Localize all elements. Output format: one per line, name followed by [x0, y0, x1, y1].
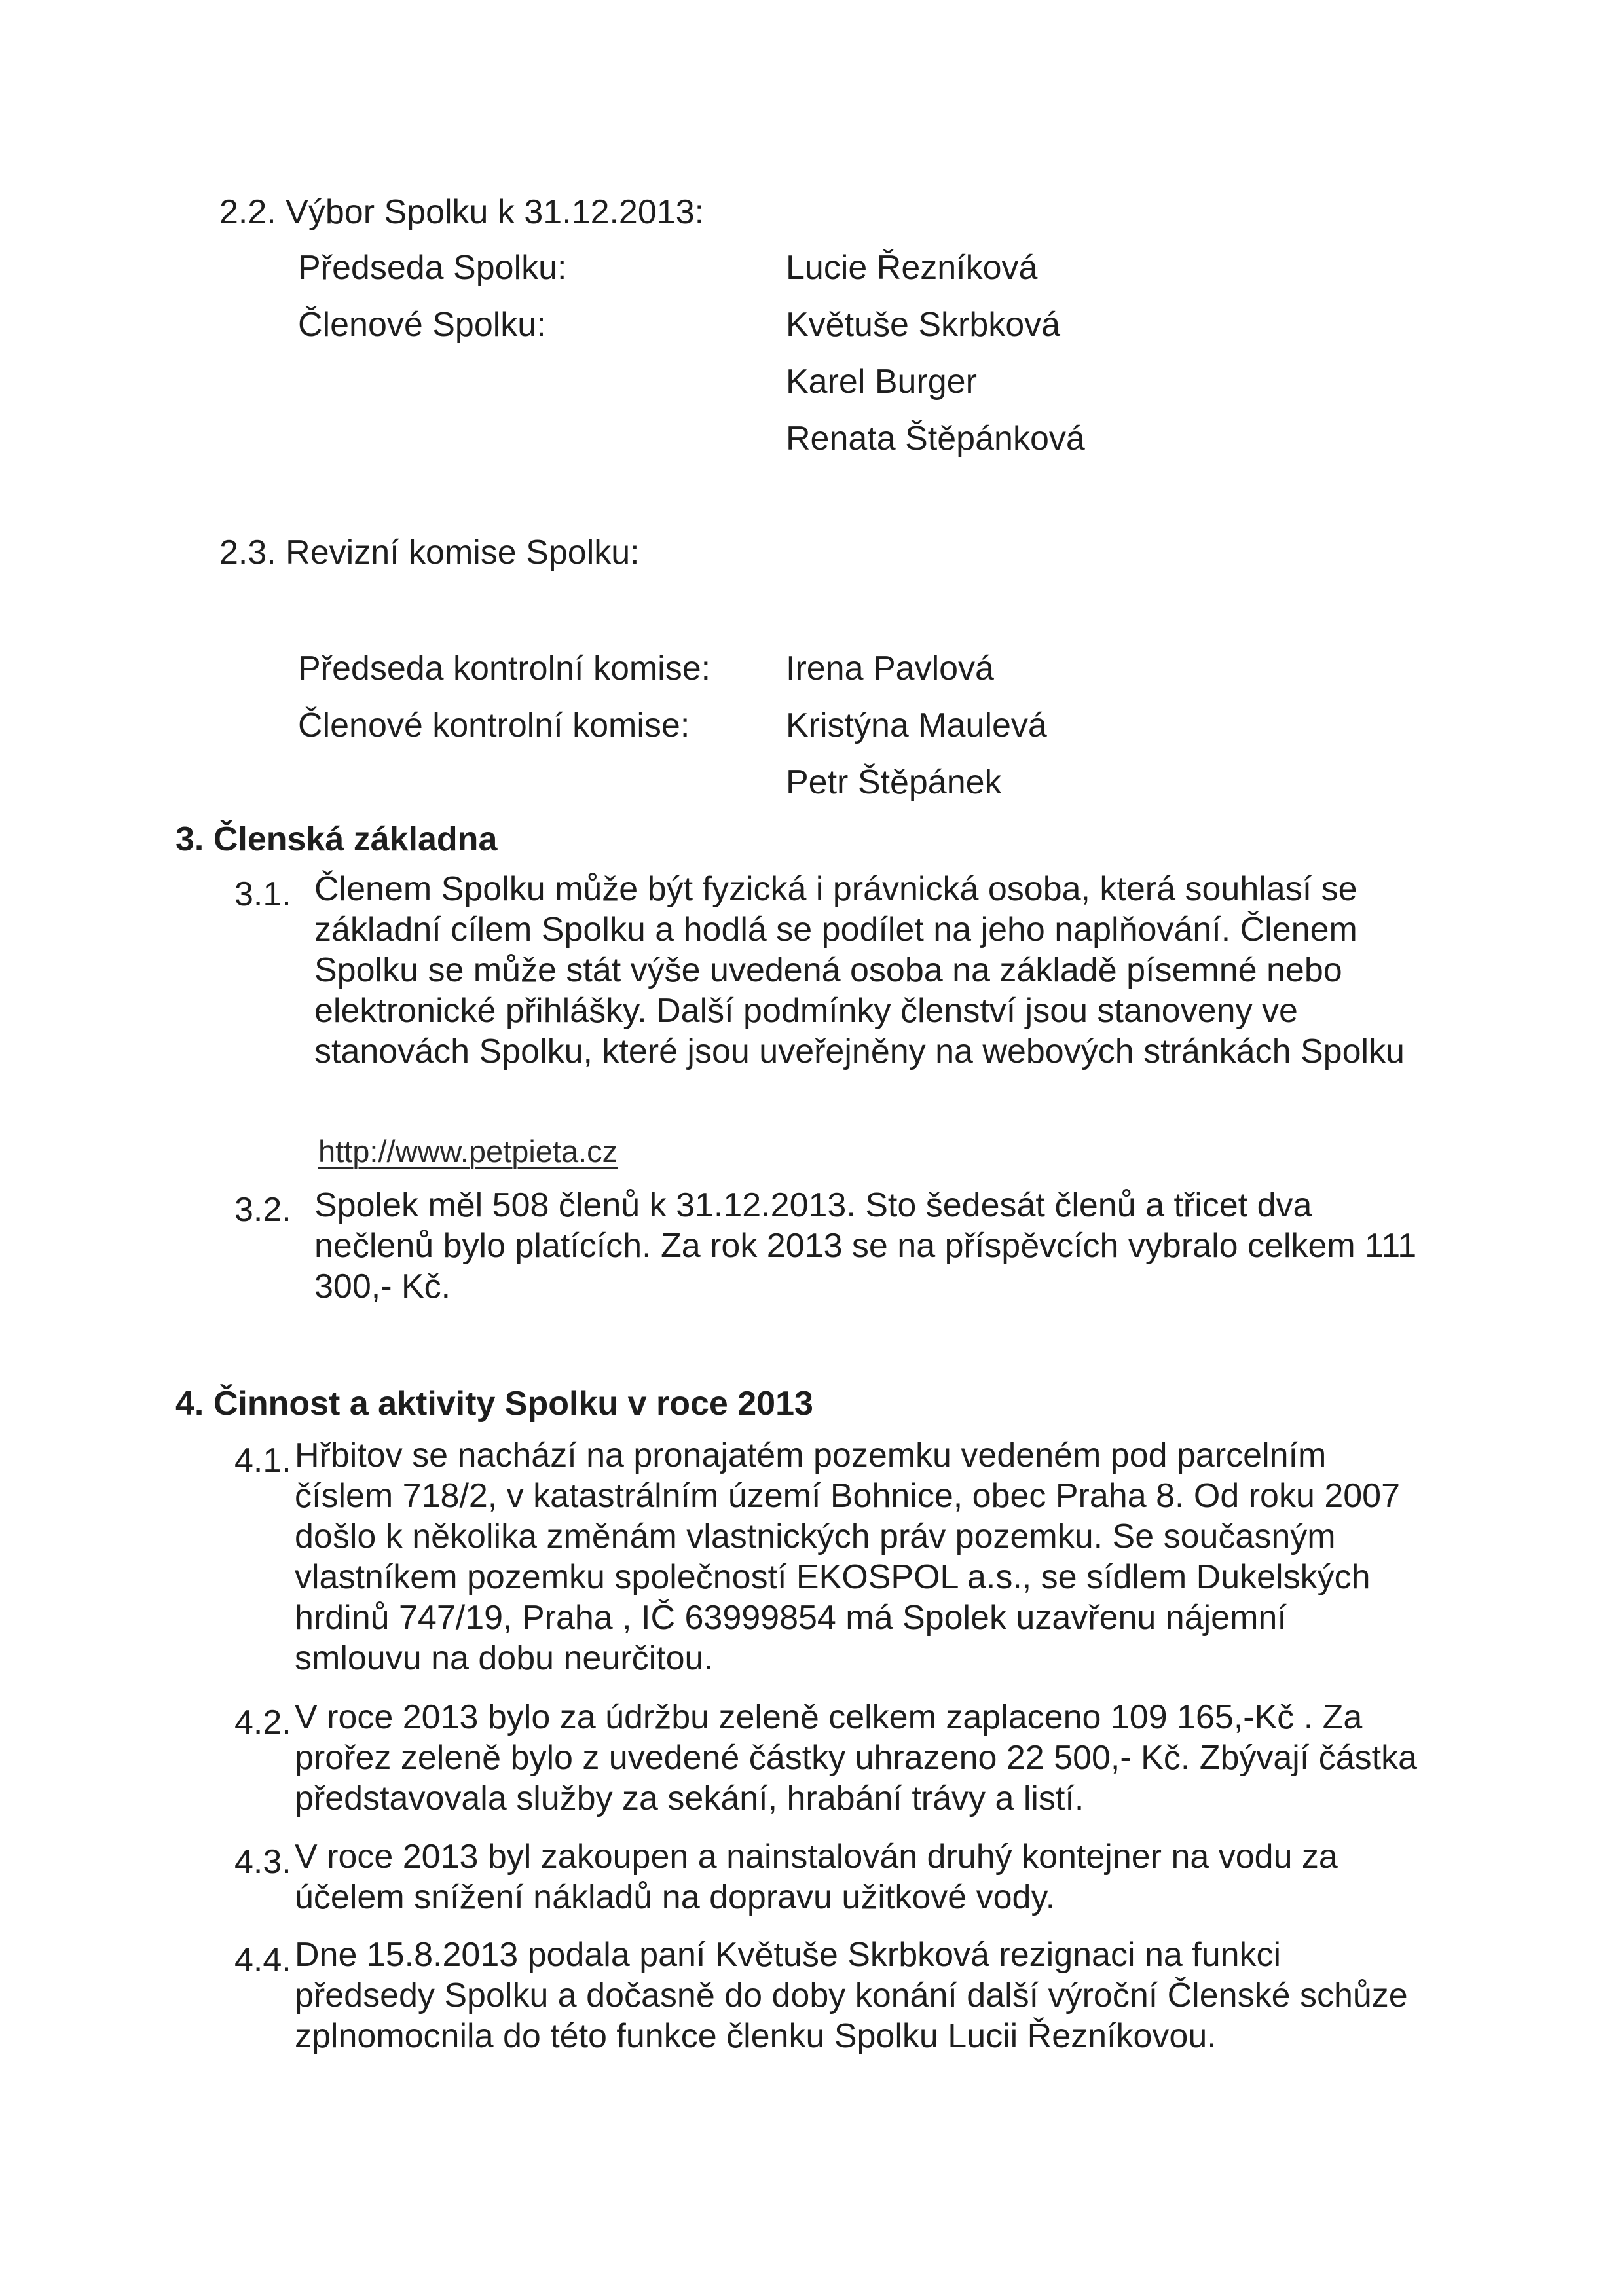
paragraph-4-1: Hřbitov se nachází na pronajatém pozemku vedeném pod parcelním číslem 718/2, v katastrálním území Bohnice, obec Praha 8. Od roku 2007 došlo k několika změnám vlastnických práv pozemku. Se současným vlastníkem pozemku společností EKOSPOL a.s., se sídlem Dukelských hrdinů 747/19, Praha , IČ 63999854 má Spolek uzavřenu nájemní smlouvu na dobu neurčitou.: [295, 1436, 1400, 1677]
chair-value: Lucie Řezníková: [786, 249, 1038, 287]
item-number: 4.2.: [234, 1704, 291, 1741]
section-3-heading: 3. Členská základna: [175, 820, 498, 858]
member-value: Renata Štěpánková: [786, 420, 1085, 458]
section-4-heading: 4. Činnost a aktivity Spolku v roce 2013: [175, 1385, 813, 1423]
paragraph-4-4: Dne 15.8.2013 podala paní Květuše Skrbková rezignaci na funkci předsedy Spolku a dočasně do doby konání další výroční Členské schůze zplnomocnila do této funkce členku Spolku Lucii Řezníkovou.: [295, 1936, 1408, 2055]
item-number: 4.1.: [234, 1442, 291, 1480]
audit-chair-label: Předseda kontrolní komise:: [298, 649, 711, 687]
item-number: 3.1.: [234, 875, 291, 913]
section-2-2-heading: 2.2. Výbor Spolku k 31.12.2013:: [219, 193, 705, 231]
paragraph-3-1: Členem Spolku může být fyzická i právnická osoba, která souhlasí se základní cílem Spolku a hodlá se podílet na jeho naplňování. Členem Spolku se může stát výše uvedená osoba na základě písemné nebo elektronické přihlášky. Další podmínky členství jsou stanoveny ve stanovách Spolku, které jsou uveřejněny na webových stránkách Spolku: [314, 870, 1405, 1070]
paragraph-3-2: Spolek měl 508 členů k 31.12.2013. Sto šedesát členů a třicet dva nečlenů bylo platících. Za rok 2013 se na příspěvcích vybralo celkem 111 300,- Kč.: [314, 1186, 1417, 1305]
item-number: 4.3.: [234, 1843, 291, 1881]
section-2-3-heading: 2.3. Revizní komise Spolku:: [219, 534, 640, 572]
audit-chair-value: Irena Pavlová: [786, 649, 994, 687]
member-value: Květuše Skrbková: [786, 306, 1061, 344]
paragraph-4-2: V roce 2013 bylo za údržbu zeleně celkem zaplaceno 109 165,-Kč . Za prořez zeleně bylo z uvedené částky uhrazeno 22 500,- Kč. Zbývají částka představovala služby za sekání, hrabání trávy a listí.: [295, 1698, 1418, 1817]
chair-label: Předseda Spolku:: [298, 249, 567, 287]
audit-member-value: Petr Štěpánek: [786, 763, 1002, 801]
item-number: 3.2.: [234, 1191, 291, 1229]
website-link[interactable]: http://www.petpieta.cz: [318, 1134, 618, 1169]
member-value: Karel Burger: [786, 363, 977, 401]
members-label: Členové Spolku:: [298, 306, 546, 344]
paragraph-4-3: V roce 2013 byl zakoupen a nainstalován druhý kontejner na vodu za účelem snížení nákladů na dopravu užitkové vody.: [295, 1838, 1338, 1916]
audit-members-label: Členové kontrolní komise:: [298, 706, 690, 744]
item-number: 4.4.: [234, 1941, 291, 1979]
audit-member-value: Kristýna Maulevá: [786, 706, 1047, 744]
